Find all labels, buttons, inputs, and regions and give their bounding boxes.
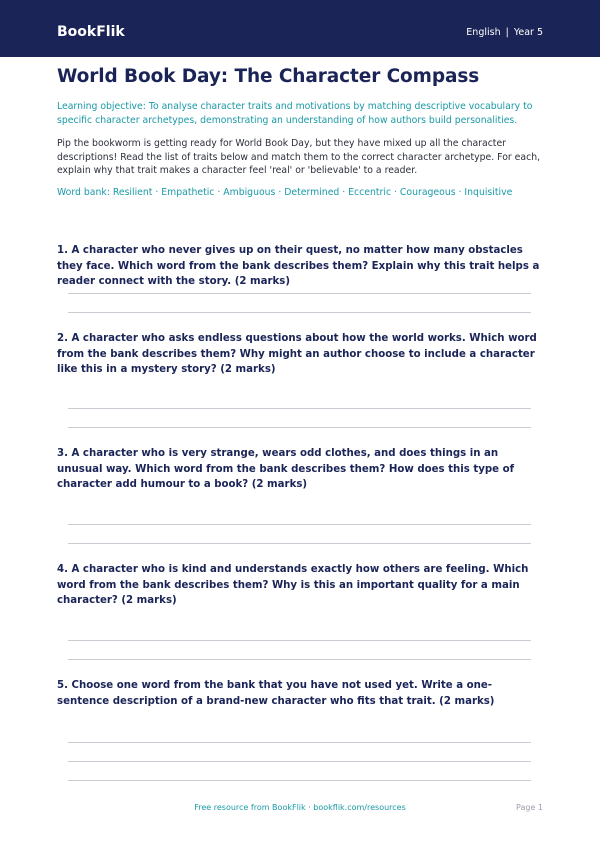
footer-resource: Free resource from BookFlik · bookflik.com/resources — [194, 803, 406, 812]
brand-logo: BookFlik — [57, 24, 125, 40]
header-bar — [0, 0, 600, 57]
word-bank: Word bank: Resilient · Empathetic · Ambiguous · Determined · Eccentric · Courageous · Inquisitive — [57, 187, 513, 198]
subject-label: English — [466, 27, 501, 38]
answer-line-q1-1[interactable] — [68, 293, 531, 294]
question-3: 3. A character who is very strange, wears odd clothes, and does things in an unusual way. Which word from the bank describes them? How does this type of character add humour to a book? (2 marks) — [57, 448, 515, 490]
question-2: 2. A character who asks endless questions about how the world works. Which word from the bank describes them? Why might an author choose to include a character like this in a mystery story? (2 marks) — [57, 333, 537, 375]
answer-line-q4-1[interactable] — [68, 640, 531, 641]
subject-level — [466, 27, 543, 39]
learning-objective: Learning objective: To analyse character traits and motivations by matching descriptive vocabulary to specific character archetypes, demonstrating an understanding of how authors build personalities. — [57, 101, 533, 126]
answer-line-q1-2[interactable] — [68, 312, 531, 313]
answer-line-q5-2[interactable] — [68, 761, 531, 762]
year-label: Year 5 — [513, 27, 543, 38]
question-1: 1. A character who never gives up on their quest, no matter how many obstacles they face. Which word from the bank describes them? Explain why this trait helps a reader connect with the story. (2 marks) — [57, 245, 540, 287]
question-5: 5. Choose one word from the bank that you have not used yet. Write a one-sentence description of a brand-new character who fits that trait. (2 marks) — [57, 680, 495, 707]
answer-line-q2-2[interactable] — [68, 427, 531, 428]
answer-line-q4-2[interactable] — [68, 659, 531, 660]
answer-line-q3-2[interactable] — [68, 543, 531, 544]
answer-line-q5-3[interactable] — [68, 780, 531, 781]
answer-line-q3-1[interactable] — [68, 524, 531, 525]
page-number: Page 1 — [516, 803, 543, 812]
answer-line-q5-1[interactable] — [68, 742, 531, 743]
intro-text: Pip the bookworm is getting ready for World Book Day, but they have mixed up all the character descriptions! Read the list of traits below and match them to the correct character archetype. For each, explain why that trait makes a character feel 'real' or 'believable' to a reader. — [57, 138, 541, 176]
answer-line-q2-1[interactable] — [68, 408, 531, 409]
page-title: World Book Day: The Character Compass — [57, 66, 480, 87]
header-separator: | — [505, 27, 509, 38]
question-4: 4. A character who is kind and understands exactly how others are feeling. Which word from the bank describes them? Why is this an important quality for a main character? (2 marks) — [57, 564, 529, 606]
